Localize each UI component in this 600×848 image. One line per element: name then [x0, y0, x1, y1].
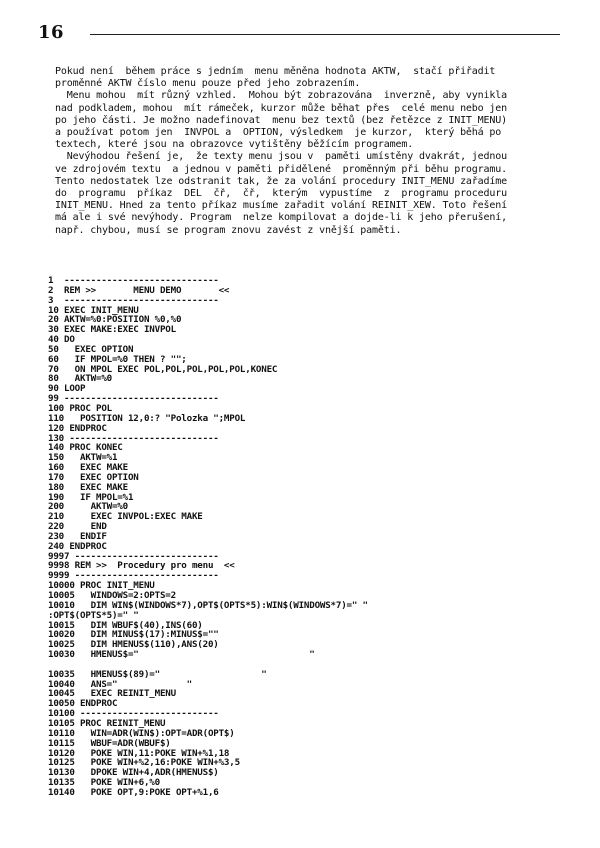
code-line: 10135 POKE WIN+6,%0: [48, 777, 160, 789]
code-line: :OPT$(OPTS*5)=" ": [48, 609, 139, 621]
page-header: [38, 22, 560, 44]
code-line: 10000 PROC INIT_MENU: [48, 580, 155, 592]
code-line: 10030 HMENUS$=" ": [48, 649, 315, 661]
code-line: 2 REM >> MENU DEMO <<: [48, 284, 230, 296]
code-line: 10015 DIM WBUF$(40),INS(60): [48, 619, 203, 631]
code-line: 160 EXEC MAKE: [48, 462, 128, 474]
code-line: 140 PROC KONEC: [48, 442, 123, 454]
code-line: 110 POSITION 12,0:? "Polozka ";MPOL: [48, 412, 246, 424]
code-line: 9999 ---------------------------: [48, 570, 219, 582]
code-line: 60 IF MPOL=%0 THEN ? "";: [48, 353, 187, 365]
code-line: 10100 --------------------------: [48, 708, 219, 720]
prose-line: a používat potom jen INVPOL a OPTION, výsledkem je kurzor, který běhá po: [55, 127, 502, 139]
body-text: [55, 66, 575, 237]
code-line: 10045 EXEC REINIT_MENU: [48, 688, 176, 700]
prose-line: má ale i své nevýhody. Program nelze kompilovat a dojde-li k jeho přerušení,: [55, 212, 508, 224]
code-line: 10120 POKE WIN,11:POKE WIN+%1,18: [48, 747, 230, 759]
code-line: 9998 REM >> Procedury pro menu <<: [48, 560, 235, 572]
prose-line: Tento nedostatek lze odstranit tak, že za volání procedury INIT_MENU zařadíme: [55, 175, 508, 187]
code-line: 170 EXEC OPTION: [48, 471, 139, 483]
code-line: 10125 POKE WIN+%2,16:POKE WIN+%3,5: [48, 757, 240, 769]
code-line: 80 AKTW=%0: [48, 373, 112, 385]
prose-line: INIT_MENU. Hned za tento příkaz musíme zařadit volání REINIT_XEW. Toto řešení: [55, 200, 508, 212]
code-line: 30 EXEC MAKE:EXEC INVPOL: [48, 324, 176, 336]
prose-line: po jeho části. Je možno nadefinovat menu bez textů (bez řetězce z INIT_MENU): [55, 114, 508, 126]
prose-line: nad podkladem, mohou mít rámeček, kurzor může běhat přes celé menu nebo jen: [55, 102, 508, 114]
code-line: 10050 ENDPROC: [48, 698, 118, 710]
code-line: 10020 DIM MINUS$(17):MINUS$="": [48, 629, 219, 641]
code-line: 210 EXEC INVPOL:EXEC MAKE: [48, 511, 203, 523]
code-line: 220 END: [48, 521, 107, 533]
code-line: 120 ENDPROC: [48, 422, 107, 434]
code-line: 70 ON MPOL EXEC POL,POL,POL,POL,POL,KONEC: [48, 363, 278, 375]
code-line: 10105 PROC REINIT_MENU: [48, 717, 166, 729]
code-line: 10025 DIM HMENUS$(110),ANS(20): [48, 639, 219, 651]
code-line: 230 ENDIF: [48, 530, 107, 542]
prose-line: Nevýhodou řešení je, že texty menu jsou v paměti umístěny dvakrát, jednou: [55, 151, 508, 163]
code-line: 20 AKTW=%0:POSITION %0,%0: [48, 314, 182, 326]
code-line: 3 -----------------------------: [48, 294, 219, 306]
prose-line: do programu příkaz DEL čř, čř, kterým vypustíme z programu proceduru: [55, 188, 508, 200]
header-rule: [90, 34, 560, 35]
code-line: 240 ENDPROC: [48, 540, 107, 552]
code-line: 9997 ---------------------------: [48, 550, 219, 562]
prose-line: proměnné AKTW číslo menu pouze před jeho zobrazením.: [55, 78, 361, 90]
code-line: 10140 POKE OPT,9:POKE OPT+%1,6: [48, 786, 219, 798]
prose-line: např. chybou, musí se program znovu zavést z vnější paměti.: [55, 224, 402, 236]
code-line: 10130 DPOKE WIN+4,ADR(HMENUS$): [48, 767, 219, 779]
code-line: 150 AKTW=%1: [48, 452, 118, 464]
program-listing: [48, 276, 568, 798]
prose-line: Pokud není během práce s jedním menu měněna hodnota AKTW, stačí přiřadit: [55, 66, 496, 77]
code-line: 99 -----------------------------: [48, 393, 219, 405]
code-line: 200 AKTW=%0: [48, 501, 128, 513]
code-line: 10110 WIN=ADR(WIN$):OPT=ADR(OPT$): [48, 727, 235, 739]
page-number: 16: [38, 22, 65, 43]
code-line: 10040 ANS=" ": [48, 678, 192, 690]
code-line: 10010 DIM WIN$(WINDOWS*7),OPT$(OPTS*5):WIN$(WINDOWS*7)=" ": [48, 599, 368, 611]
code-line: 10005 WINDOWS=2:OPTS=2: [48, 590, 176, 601]
code-line: 40 DO: [48, 334, 75, 346]
code-line: 130 ----------------------------: [48, 432, 219, 444]
code-line: 1 -----------------------------: [48, 275, 219, 286]
code-line: 100 PROC POL: [48, 402, 112, 414]
code-line: 10035 HMENUS$(89)=" ": [48, 668, 267, 680]
prose-line: Menu mohou mít různý vzhled. Mohou být zobrazována inverzně, aby vynikla: [55, 90, 508, 102]
code-line: 180 EXEC MAKE: [48, 481, 128, 493]
code-line: 90 LOOP: [48, 383, 86, 395]
code-line: 10115 WBUF=ADR(WBUF$): [48, 737, 171, 749]
code-line: 190 IF MPOL=%1: [48, 491, 134, 503]
prose-line: textech, které jsou na obrazovce vytištěny běžícím programem.: [55, 139, 414, 151]
code-line: 10 EXEC INIT_MENU: [48, 304, 139, 316]
code-line: 50 EXEC OPTION: [48, 343, 134, 355]
prose-line: ve zdrojovém textu a jednou v paměti přidělené proměnným při běhu programu.: [55, 163, 508, 175]
